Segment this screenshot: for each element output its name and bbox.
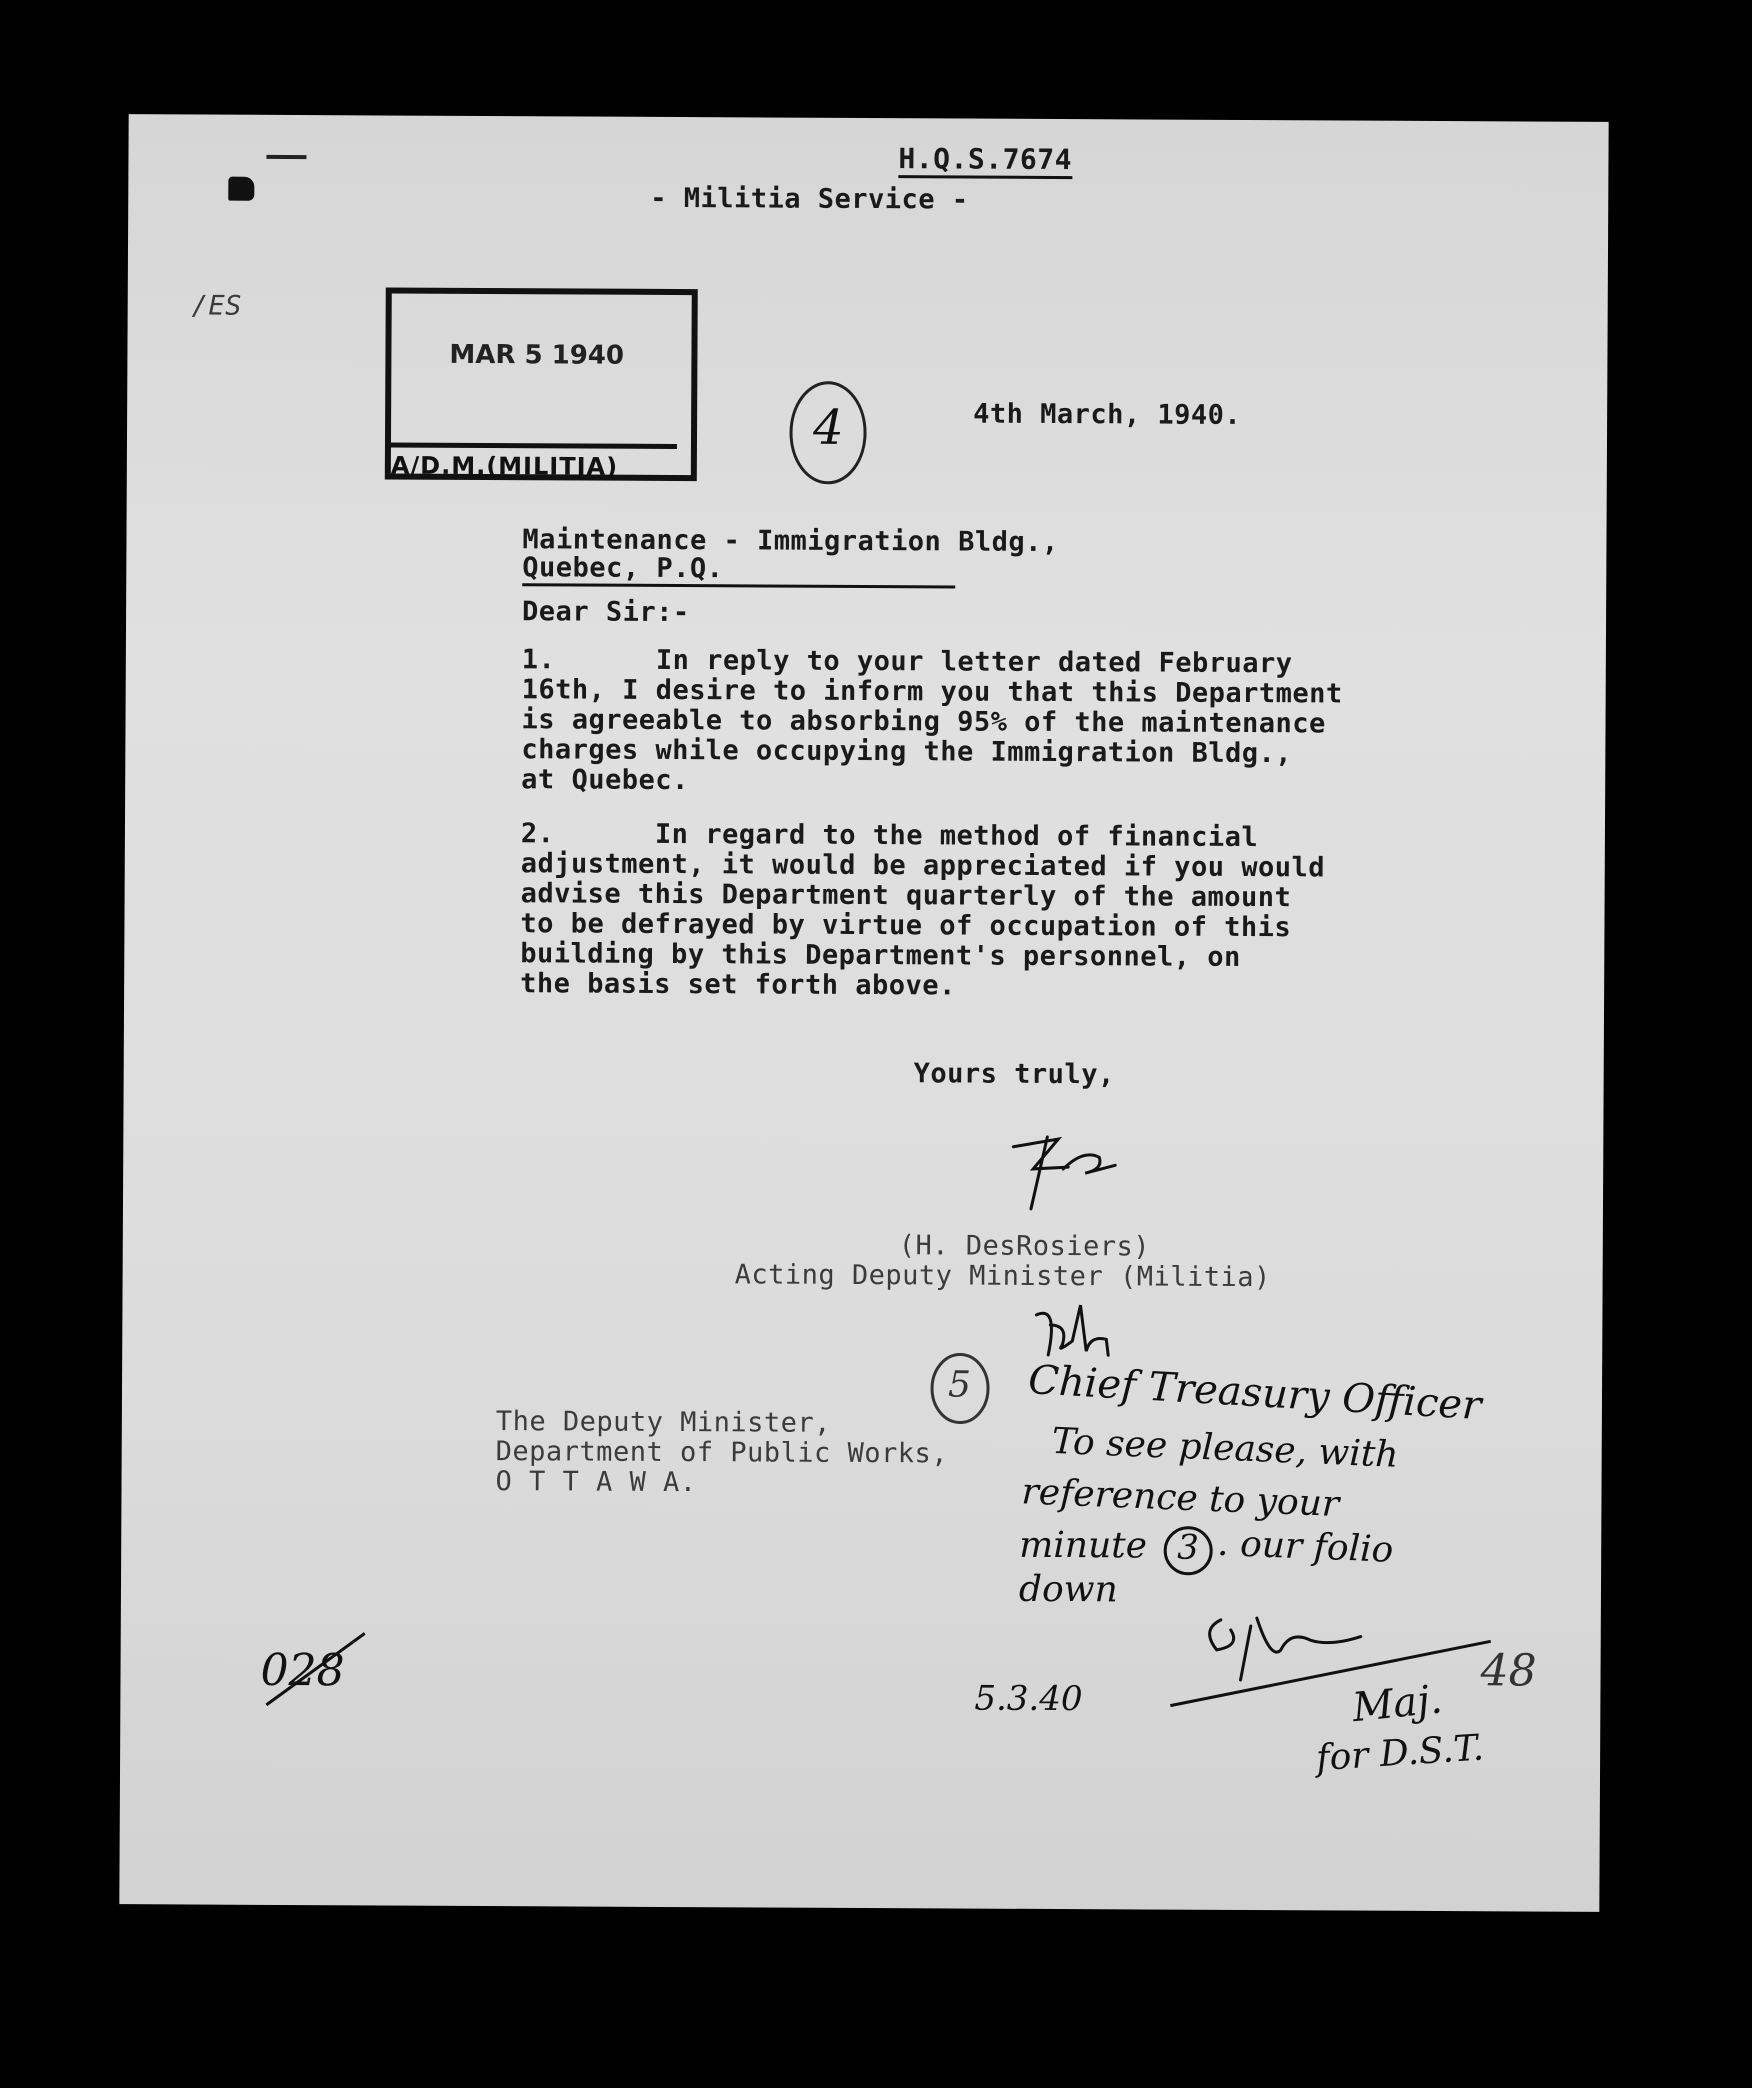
salutation: Dear Sir:-	[522, 596, 690, 629]
bottom-right-initials: for D.S.T.	[1314, 1727, 1485, 1780]
folio-number: 4	[812, 399, 844, 456]
note-line: down	[1018, 1568, 1118, 1611]
stamp-label: A/D.M.(MILITIA)	[387, 442, 677, 481]
received-stamp	[385, 287, 698, 481]
signatory-name: (H. DesRosiers)	[898, 1230, 1151, 1263]
paragraph-line: is agreeable to absorbing 95% of the maintenance	[521, 704, 1326, 740]
addressee-line: The Deputy Minister,	[495, 1406, 832, 1439]
signature	[1003, 1129, 1143, 1220]
paragraph-line: to be defrayed by virtue of occupation of this	[520, 908, 1292, 944]
document-page	[119, 114, 1608, 1912]
file-number: H.Q.S.7674	[898, 142, 1072, 179]
typist-initials: /ES	[191, 290, 243, 322]
paragraph-line: advise this Department quarterly of the amount	[520, 878, 1292, 914]
paragraph-line: building by this Department's personnel, on	[520, 938, 1241, 973]
top-left-marks	[129, 114, 1609, 122]
paragraph-line: the basis set forth above.	[520, 968, 956, 1002]
bottom-right-initials: Maj.	[1350, 1676, 1445, 1732]
service-header: - Militia Service -	[650, 182, 969, 216]
paragraph-line: charges while occupying the Immigration Bldg.,	[521, 734, 1293, 770]
paragraph-line: 16th, I desire to inform you that this Department	[521, 674, 1343, 710]
note-line: reference to your	[1020, 1471, 1340, 1526]
subject-line-1: Maintenance - Immigration Bldg.,	[522, 524, 1059, 559]
page-number: 48	[1480, 1645, 1537, 1697]
minute-number: 3	[1177, 1527, 1199, 1568]
note-line: . our folio	[1216, 1522, 1395, 1571]
handwritten-date: 5.3.40	[974, 1678, 1083, 1720]
subject-line-2: Quebec, P.Q.	[522, 552, 955, 588]
addressee-line: O T T A W A.	[495, 1466, 697, 1499]
closing: Yours truly,	[913, 1058, 1115, 1091]
addressee-line: Department of Public Works,	[495, 1436, 949, 1470]
paragraph-line: adjustment, it would be appreciated if you would	[520, 848, 1326, 884]
stamp-date: MAR 5 1940	[449, 339, 625, 371]
signatory-title: Acting Deputy Minister (Militia)	[734, 1259, 1271, 1294]
paragraph-line: 2. In regard to the method of financial	[520, 818, 1259, 854]
note-line: To see please, with	[1051, 1420, 1400, 1476]
bottom-left-strike	[260, 1627, 370, 1712]
bottom-left-mark: 028	[260, 1644, 345, 1697]
paragraph-line: 1. In reply to your letter dated February	[521, 644, 1293, 680]
note-line: Chief Treasury Officer	[1027, 1357, 1483, 1430]
folio-number-2: 5	[947, 1364, 972, 1406]
note-line: minute	[1019, 1524, 1148, 1567]
letter-date: 4th March, 1940.	[973, 398, 1242, 431]
paragraph-line: at Quebec.	[521, 764, 689, 797]
